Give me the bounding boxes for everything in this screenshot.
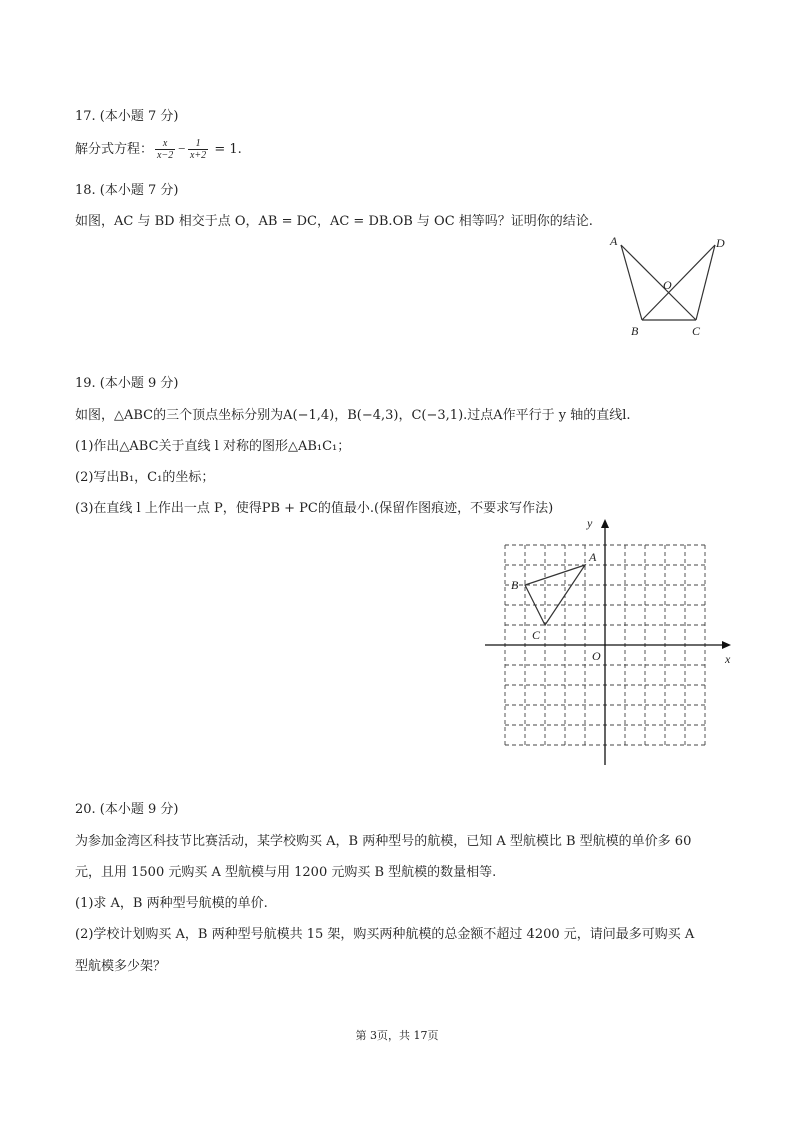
fraction-1 bbox=[155, 138, 175, 161]
label-d: D bbox=[716, 236, 725, 250]
q19-line4: (3)在直线 l 上作出一点 P，使得PB + PC的值最小.(保留作图痕迹，不要求写作法) bbox=[75, 501, 554, 516]
label-c: C bbox=[692, 324, 701, 338]
q18-figure bbox=[600, 232, 735, 340]
q20-header: 20. (本小题 9 分) bbox=[75, 802, 179, 817]
q20-line2: 元，且用 1500 元购买 A 型航模与用 1200 元购买 B 型航模的数量相等. bbox=[75, 865, 497, 880]
q20-line3: (1)求 A，B 两种型号航模的单价. bbox=[75, 896, 268, 911]
q18-header: 18. (本小题 7 分) bbox=[75, 183, 179, 198]
y-axis-arrow bbox=[601, 519, 609, 528]
q17-header: 17. (本小题 7 分) bbox=[75, 109, 179, 124]
q17-prompt: 解分式方程： bbox=[75, 142, 154, 157]
point-b-label: B bbox=[511, 578, 519, 592]
segment-ac bbox=[621, 245, 696, 320]
point-a-label: A bbox=[589, 550, 597, 564]
q19-line2: (1)作出△ABC关于直线 l 对称的图形△AB₁C₁； bbox=[75, 439, 351, 454]
fraction-2-denominator: x+2 bbox=[189, 150, 207, 161]
q19-header: 19. (本小题 9 分) bbox=[75, 376, 179, 391]
triangle-abc bbox=[525, 565, 585, 625]
q19-line3: (2)写出B₁，C₁的坐标； bbox=[75, 470, 215, 485]
x-axis-arrow bbox=[722, 641, 731, 649]
segment-bd bbox=[642, 245, 715, 320]
q19-line1: 如图，△ABC的三个顶点坐标分别为A(−1,4)，B(−4,3)，C(−3,1).过点A作平行于 y 轴的直线l. bbox=[75, 408, 631, 423]
fraction-2 bbox=[188, 138, 208, 161]
point-c-label: C bbox=[532, 628, 541, 642]
y-axis-label: y bbox=[587, 516, 593, 530]
equation-rhs: = 1. bbox=[214, 142, 242, 157]
minus-sign: − bbox=[177, 141, 186, 156]
label-a: A bbox=[610, 234, 618, 248]
label-o: O bbox=[663, 278, 672, 292]
origin-label: O bbox=[592, 649, 601, 663]
q18-text: 如图，AC 与 BD 相交于点 O，AB = DC，AC = DB.OB 与 OC 相等吗？证明你的结论. bbox=[75, 214, 593, 229]
q20-line1: 为参加金湾区科技节比赛活动，某学校购买 A，B 两种型号的航模，已知 A 型航模比 B 型航模的单价多 60 bbox=[75, 834, 692, 849]
fraction-2-numerator: 1 bbox=[188, 138, 208, 150]
segment-cd bbox=[696, 245, 715, 320]
q17-equation bbox=[75, 138, 242, 161]
coordinate-grid bbox=[478, 515, 743, 770]
page-footer: 第 3页，共 17页 bbox=[355, 1029, 439, 1042]
x-axis-label: x bbox=[725, 652, 731, 666]
label-b: B bbox=[631, 324, 639, 338]
fraction-1-numerator: x bbox=[155, 138, 175, 150]
q20-line5: 型航模多少架？ bbox=[75, 959, 167, 974]
q20-line4: (2)学校计划购买 A，B 两种型号航模共 15 架，购买两种航模的总金额不超过 4200 元，请问最多可购买 A bbox=[75, 927, 695, 942]
fraction-1-denominator: x−2 bbox=[157, 150, 174, 161]
